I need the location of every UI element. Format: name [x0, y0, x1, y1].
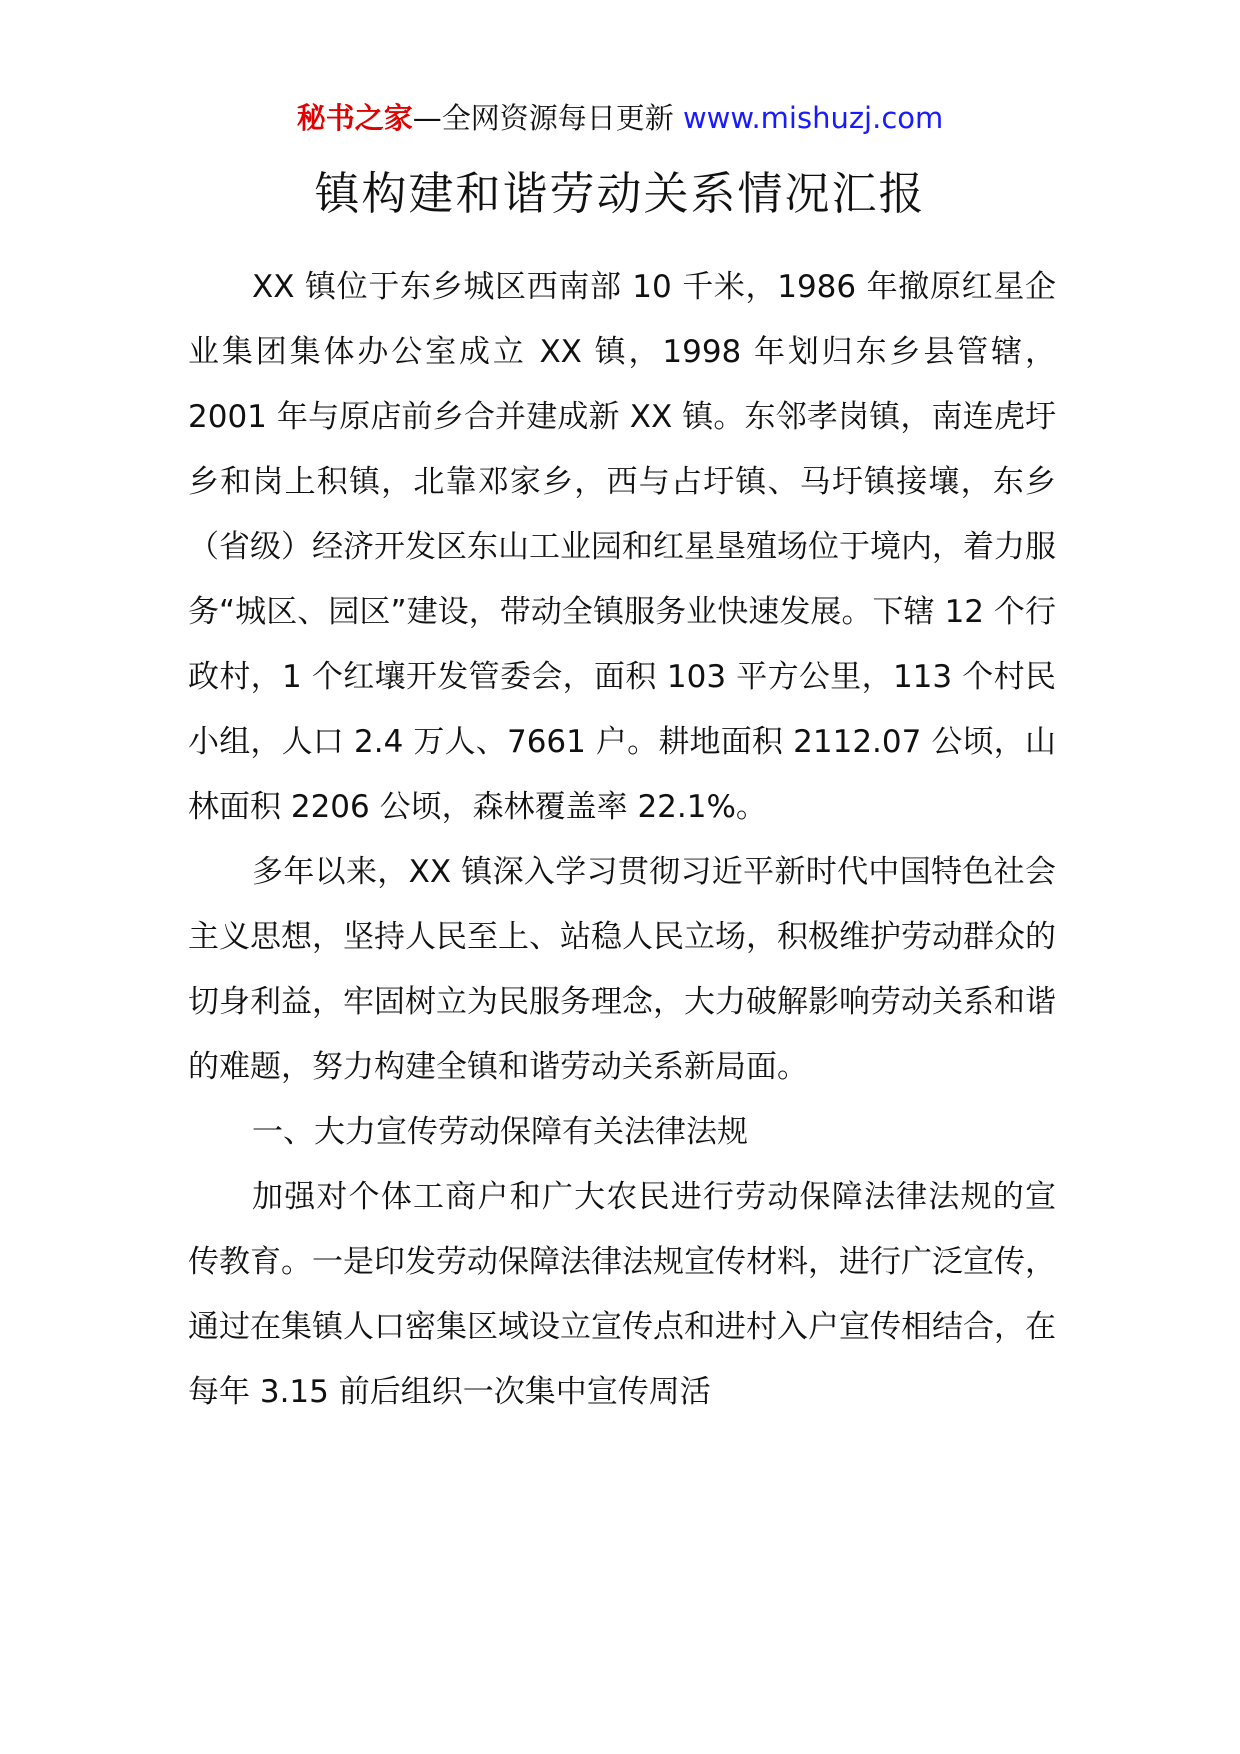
site-banner [0, 98, 1240, 138]
document-body [188, 255, 1056, 1425]
paragraph-summary: 多年以来，XX 镇深入学习贯彻习近平新时代中国特色社会主义思想，坚持人民至上、站稳人民立场，积极维护劳动群众的切身利益，牢固树立为民服务理念，大力破解影响劳动关系和谐的难题，努力构建全镇和谐劳动关系新局面。 [188, 854, 1056, 1085]
site-url-link[interactable]: www.mishuzj.com [682, 101, 944, 135]
paragraph-overview: XX 镇位于东乡城区西南部 10 千米，1986 年撤原红星企业集团集体办公室成立 XX 镇，1998 年划归东乡县管辖，2001 年与原店前乡合并建成新 XX 镇。东邻孝岗镇，南连虎圩乡和岗上积镇，北靠邓家乡，西与占圩镇、马圩镇接壤，东乡（省级）经济开发区东山工业园和红星垦殖场位于境内，着力服务“城区、园区”建设，带动全镇服务业快速发展。下辖 12 个行政村，1 个红壤开发管委会，面积 103 平方公里，113 个村民小组，人口 2.4 万人、7661 户。耕地面积 2112.07 公顷，山林面积 2206 公顷，森林覆盖率 22.1%。 [188, 269, 1056, 825]
brand-name: 秘书之家 [296, 101, 413, 135]
section-heading-1: 一、大力宣传劳动保障有关法律法规 [252, 1114, 748, 1150]
document-title: 镇构建和谐劳动关系情况汇报 [314, 167, 926, 220]
paragraph-section-1: 加强对个体工商户和广大农民进行劳动保障法律法规的宣传教育。一是印发劳动保障法律法规宣传材料，进行广泛宣传，通过在集镇人口密集区域设立宣传点和进村入户宣传相结合，在每年 3.15 前后组织一次集中宣传周活 [188, 1179, 1056, 1410]
banner-slogan: —全网资源每日更新 [412, 101, 674, 135]
